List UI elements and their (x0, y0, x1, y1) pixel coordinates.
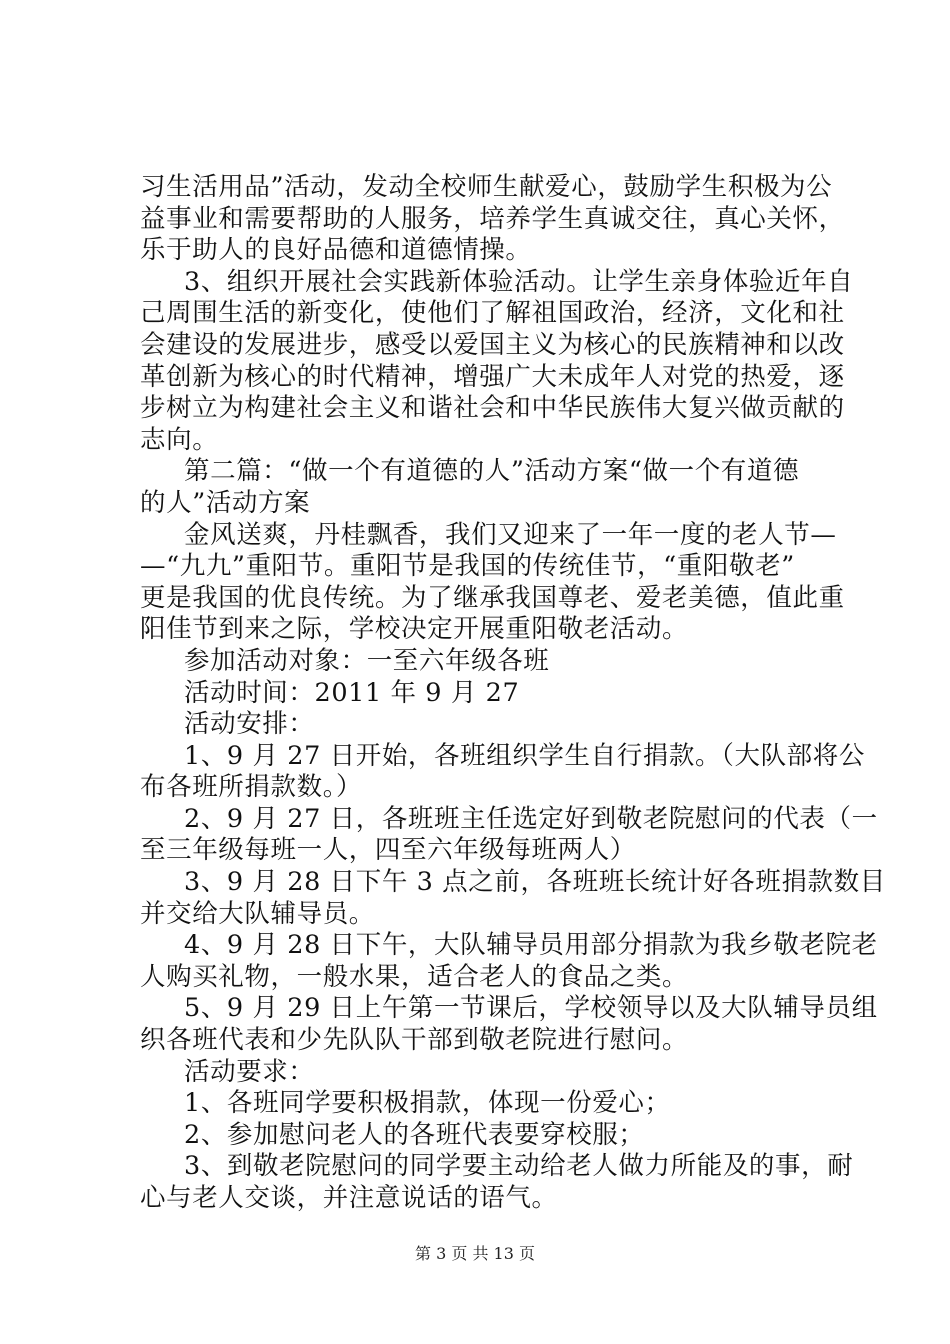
text-line: 3、组织开展社会实践新体验活动。让学生亲身体验近年自 (184, 266, 854, 297)
text-line: 益事业和需要帮助的人服务，培养学生真诚交往，真心关怀， (140, 203, 845, 234)
text-line: 活动安排： (184, 709, 315, 740)
text-line: 阳佳节到来之际，学校决定开展重阳敬老活动。 (140, 614, 689, 645)
text-line: 志向。 (140, 424, 219, 455)
text-line: 4、9 月 28 日下午，大队辅导员用部分捐款为我乡敬老院老 (184, 930, 878, 961)
text-line: 第二篇：“做一个有道德的人”活动方案“做一个有道德 (184, 456, 800, 487)
text-line: 布各班所捐款数。） (140, 772, 363, 803)
text-line: 织各班代表和少先队队干部到敬老院进行慰问。 (140, 1025, 689, 1056)
text-line: 会建设的发展进步，感受以爱国主义为核心的民族精神和以改 (140, 329, 845, 360)
text-line: 至三年级每班一人，四至六年级每班两人） (140, 835, 636, 866)
text-line: 2、9 月 27 日，各班班主任选定好到敬老院慰问的代表（一 (184, 803, 878, 834)
text-line: 活动时间：2011 年 9 月 27 (184, 677, 520, 708)
text-line: 1、9 月 27 日开始，各班组织学生自行捐款。（大队部将公 (184, 740, 865, 771)
text-line: 3、9 月 28 日下午 3 点之前，各班班长统计好各班捐款数目 (184, 867, 886, 898)
text-line: 3、到敬老院慰问的同学要主动给老人做力所能及的事，耐 (184, 1151, 854, 1182)
text-line: 1、各班同学要积极捐款，体现一份爱心； (184, 1088, 671, 1119)
text-line: 革创新为核心的时代精神，增强广大未成年人对党的热爱，逐 (140, 361, 845, 392)
text-line: 人购买礼物，一般水果，适合老人的食品之类。 (140, 961, 689, 992)
text-line: 习生活用品”活动，发动全校师生献爱心，鼓励学生积极为公 (140, 172, 833, 202)
text-line: 己周围生活的新变化，使他们了解祖国政治，经济，文化和社 (140, 298, 845, 329)
text-line: —“九九”重阳节。重阳节是我国的传统佳节，“重阳敬老” (140, 551, 795, 582)
text-line: 心与老人交谈，并注意说话的语气。 (140, 1183, 558, 1213)
text-line: 金风送爽，丹桂飘香，我们又迎来了一年一度的老人节— (184, 519, 837, 550)
text-line: 乐于助人的良好品德和道德情操。 (140, 235, 532, 266)
text-line: 步树立为构建社会主义和谐社会和中华民族伟大复兴做贡献的 (140, 393, 845, 424)
text-line: 的人”活动方案 (140, 487, 311, 518)
page-footer: 第 3 页 共 13 页 (415, 1244, 535, 1263)
text-line: 2、参加慰问老人的各班代表要穿校服； (184, 1119, 645, 1150)
text-line: 更是我国的优良传统。为了继承我国尊老、爱老美德，值此重 (140, 582, 845, 613)
document-body (140, 172, 886, 1215)
text-line: 并交给大队辅导员。 (140, 898, 375, 929)
text-line: 参加活动对象：一至六年级各班 (184, 645, 550, 676)
text-line: 活动要求： (184, 1056, 315, 1087)
text-line: 5、9 月 29 日上午第一节课后，学校领导以及大队辅导员组 (184, 993, 878, 1024)
